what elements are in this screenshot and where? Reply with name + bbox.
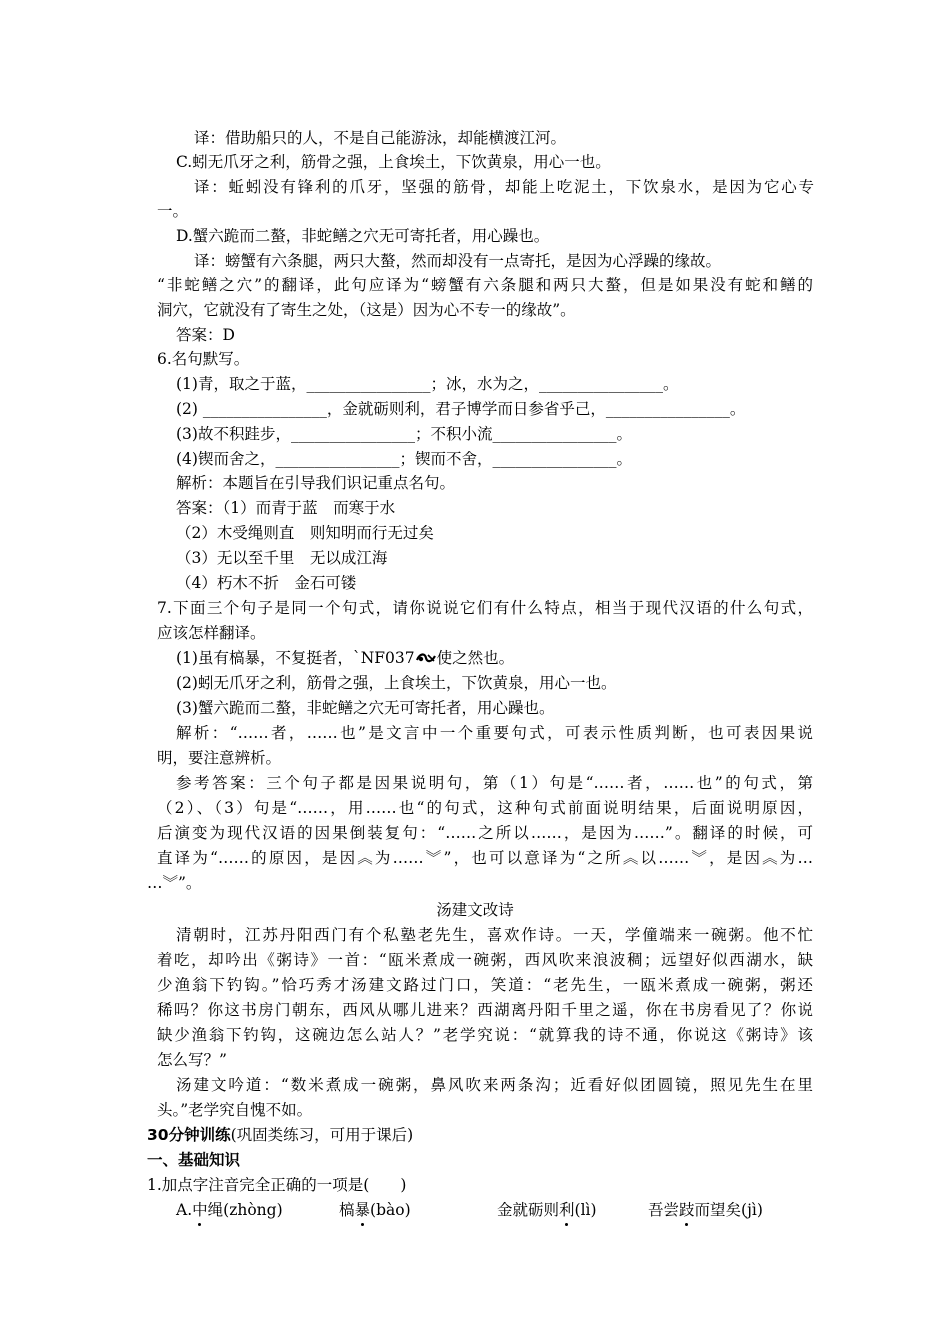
q6-item-3: (3)故不积跬步，________________；不积小流________________。 bbox=[176, 425, 632, 443]
item-pinyin: (bào) bbox=[370, 1201, 411, 1219]
q6-item-2: (2) ________________，金就砺则利，君子博学而日参省乎己，________________。 bbox=[176, 400, 746, 418]
q7-ref-answer-4: 直译为“……的原因，是因︽为……︾”，也可以意译为“之所︽以……︾，是因︽为… bbox=[157, 849, 813, 867]
q7-sentence-1-text: (1)虽有槁暴，不复挺者，`NF037 bbox=[176, 649, 415, 667]
option-a-item-1: 绳(zhòng) bbox=[207, 1201, 283, 1219]
translation-line-d: 译：螃蟹有六条腿，两只大螯，然而却没有一点寄托，是因为心浮躁的缘故。 bbox=[194, 252, 722, 270]
dotted-char: 跂 bbox=[679, 1201, 695, 1219]
story-line-2: 着吃，却吟出《粥诗》一首：“瓯米煮成一碗粥，西风吹来浪波稠；远望好似西湖水，缺 bbox=[157, 951, 813, 969]
training-heading-note: (巩固类练习，可用于课后) bbox=[230, 1126, 414, 1144]
translation-line-c: 译：蚯蚓没有锋利的爪牙，坚强的筋骨，却能上吃泥土，下饮泉水，是因为它心专 bbox=[194, 178, 814, 196]
note-line-1: “非蛇鳝之穴”的翻译，此句应译为“螃蟹有六条腿和两只大螯，但是如果没有蛇和鳝的 bbox=[157, 276, 813, 294]
q1-option-a-item-4 bbox=[648, 1199, 763, 1221]
story-line-1: 清朝时，江苏丹阳西门有个私塾老先生，喜欢作诗。一天，学僮端来一碗粥。他不忙 bbox=[176, 926, 813, 944]
question-7-line-2: 应该怎样翻译。 bbox=[157, 624, 266, 642]
training-heading-bold: 30分钟训练 bbox=[147, 1126, 231, 1144]
option-a-label: A. bbox=[176, 1201, 193, 1219]
note-line-2: 洞穴，它就没有了寄生之处，（这是）因为心不专一的缘故”。 bbox=[157, 301, 576, 319]
q7-sentence-1-tail: 使之然也。 bbox=[436, 649, 515, 667]
question-7-line-1: 7.下面三个句子是同一个句式，请你说说它们有什么特点，相当于现代汉语的什么句式， bbox=[157, 599, 813, 617]
q1-option-a bbox=[176, 1199, 283, 1221]
q6-answer-2: （2）木受绳则直 则知明而行无过矣 bbox=[176, 524, 434, 542]
q7-ref-answer-3: 后演变为现代汉语的因果倒装复句：“……之所以……，是因为……”。翻译的时候，可 bbox=[157, 824, 813, 842]
q7-ref-answer-5: …︾”。 bbox=[147, 874, 202, 892]
item-pinyin: 而望矣(jì) bbox=[694, 1201, 763, 1219]
story-line-3: 少渔翁下钓钩。”恰巧秀才汤建文路过门口，笑道：“老先生，一瓯米煮成一碗粥，粥还 bbox=[157, 976, 813, 994]
training-heading bbox=[147, 1124, 413, 1146]
q7-analysis-1: 解析：“……者，……也”是文言中一个重要句式，可表示性质判断，也可表因果说 bbox=[176, 724, 813, 742]
dotted-char: 利 bbox=[559, 1201, 575, 1219]
q6-analysis: 解析：本题旨在引导我们识记重点名句。 bbox=[176, 474, 456, 492]
story-line-4: 稀吗？你这书房门朝东，西风从哪儿进来？西湖离丹阳千里之遥，你在书房看见了？你说 bbox=[157, 1001, 813, 1019]
q7-ref-answer-1: 参考答案：三个句子都是因果说明句，第（1）句是“……者，……也”的句式，第 bbox=[176, 774, 813, 792]
q6-answer-3: （3）无以至千里 无以成江海 bbox=[176, 549, 388, 567]
story-title: 汤建文改诗 bbox=[436, 901, 514, 919]
q6-answer-4: （4）朽木不折 金石可镂 bbox=[176, 574, 357, 592]
q6-item-4: (4)锲而舍之，________________；锲而不舍，________________。 bbox=[176, 450, 632, 468]
item-text: 槁 bbox=[339, 1201, 355, 1219]
story-line-5: 缺少渔翁下钓钩，这碗边怎么站人？”老学究说：“就算我的诗不通，你说这《粥诗》该 bbox=[157, 1026, 813, 1044]
q7-analysis-2: 明，要注意辨析。 bbox=[157, 749, 282, 767]
option-d: D.蟹六跪而二螯，非蛇鳝之穴无可寄托者，用心躁也。 bbox=[176, 227, 550, 245]
story-line-6: 怎么写？” bbox=[157, 1051, 227, 1069]
q1-option-a-item-2 bbox=[339, 1199, 411, 1221]
item-pinyin: (lì) bbox=[574, 1201, 597, 1219]
story-line-8: 头。”老学究自愧不如。 bbox=[157, 1101, 313, 1119]
option-c: C.蚓无爪牙之利，筋骨之强，上食埃土，下饮黄泉，用心一也。 bbox=[176, 153, 611, 171]
q7-ref-answer-2: （2）、（3）句是“……，用……也“的句式，这种句式前面说明结果，后面说明原因， bbox=[157, 799, 813, 817]
item-text: 金就砺则 bbox=[497, 1201, 560, 1219]
q6-item-1: (1)青，取之于蓝，________________；冰，水为之，________________。 bbox=[176, 375, 679, 393]
q7-sentence-2: (2)蚓无爪牙之利，筋骨之强，上食埃土，下饮黄泉，用心一也。 bbox=[176, 674, 617, 692]
section-basic-knowledge: 一、基础知识 bbox=[147, 1151, 241, 1169]
translation-line-b: 译：借助船只的人，不是自己能游泳，却能横渡江河。 bbox=[194, 129, 567, 147]
item-text: 吾尝 bbox=[648, 1201, 680, 1219]
swirl-glyph-icon bbox=[415, 649, 437, 663]
question-1: 1.加点字注音完全正确的一项是( ) bbox=[147, 1176, 407, 1194]
dotted-char: 中 bbox=[192, 1201, 208, 1219]
dotted-char: 暴 bbox=[354, 1201, 371, 1219]
q1-option-a-item-3 bbox=[497, 1199, 597, 1221]
answer-5: 答案：D bbox=[176, 326, 235, 344]
translation-line-c-end: 一。 bbox=[157, 202, 189, 220]
q6-answer-1: 答案：（1）而青于蓝 而寒于水 bbox=[176, 499, 396, 517]
question-6: 6.名句默写。 bbox=[157, 350, 250, 368]
story-line-7: 汤建文吟道：“数米煮成一碗粥，鼻风吹来两条沟；近看好似团圆镜，照见先生在里 bbox=[176, 1076, 813, 1094]
q7-sentence-1 bbox=[176, 647, 514, 669]
q7-sentence-3: (3)蟹六跪而二螯，非蛇鳝之穴无可寄托者，用心躁也。 bbox=[176, 699, 555, 717]
